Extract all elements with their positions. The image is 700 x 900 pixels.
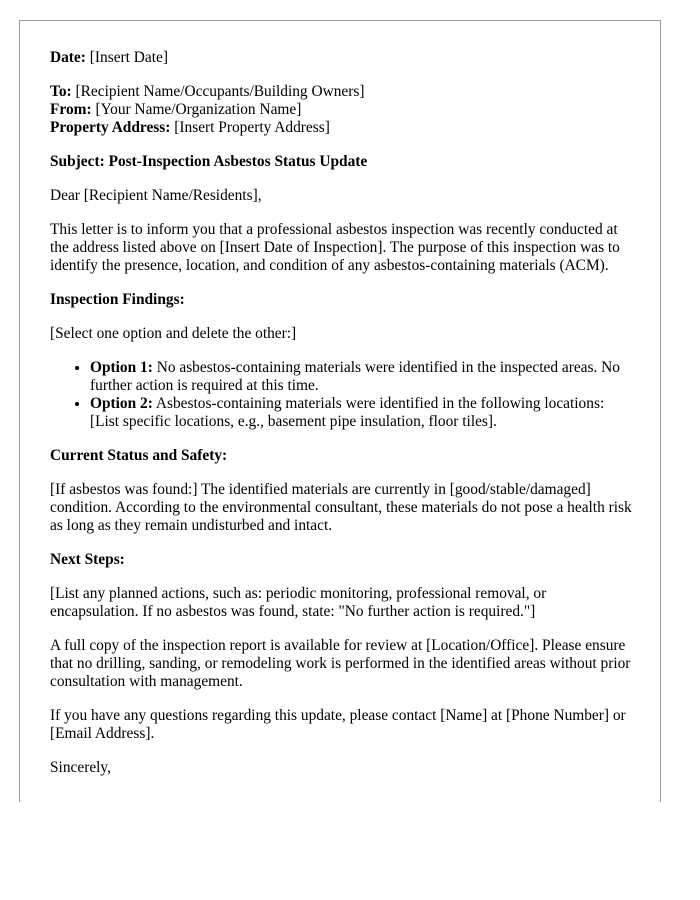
salutation: Dear [Recipient Name/Residents],: [50, 187, 262, 204]
date-label: Date:: [50, 49, 86, 66]
option-1-item: [90, 359, 635, 395]
status-title: Current Status and Safety:: [50, 447, 228, 464]
to-value: [Recipient Name/Occupants/Building Owners]: [71, 83, 365, 100]
findings-instruction: [Select one option and delete the other:]: [50, 325, 297, 342]
findings-options-list: [50, 359, 635, 431]
address-line: [50, 119, 635, 137]
option-2-text: Asbestos-containing materials were identified in the following locations: [List specific locations, e.g., basement pipe insulation, floor tiles].: [90, 395, 605, 430]
address-value: [Insert Property Address]: [170, 119, 330, 136]
report-paragraph: A full copy of the inspection report is available for review at [Location/Office]. Please ensure that no drilling, sanding, or remodeling work is performed in the identified areas without prior consultation with management.: [50, 637, 631, 690]
findings-title: Inspection Findings:: [50, 291, 185, 308]
to-label: To:: [50, 83, 72, 100]
from-line: [50, 101, 635, 119]
option-1-label: Option 1:: [90, 359, 153, 376]
option-2-label: Option 2:: [90, 395, 153, 412]
option-1-text: No asbestos-containing materials were identified in the inspected areas. No further action is required at this time.: [90, 359, 620, 394]
subject-line: Subject: Post-Inspection Asbestos Status Update: [50, 153, 368, 170]
next-steps-title: Next Steps:: [50, 551, 125, 568]
date-value: [Insert Date]: [85, 49, 168, 66]
next-steps-paragraph: [List any planned actions, such as: periodic monitoring, professional removal, or encapsulation. If no asbestos was found, state: "No further action is required."]: [50, 585, 547, 620]
intro-paragraph: This letter is to inform you that a professional asbestos inspection was recently conducted at the address listed above on [Insert Date of Inspection]. The purpose of this inspection was to identify the presence, location, and condition of any asbestos-containing materials (ACM).: [50, 221, 620, 274]
address-label: Property Address:: [50, 119, 171, 136]
option-2-item: [90, 395, 635, 431]
contact-paragraph: If you have any questions regarding this update, please contact [Name] at [Phone Number] or [Email Address].: [50, 707, 626, 742]
date-line: [50, 49, 635, 67]
letter-page: [19, 20, 661, 802]
from-value: [Your Name/Organization Name]: [91, 101, 302, 118]
from-label: From:: [50, 101, 92, 118]
address-block: [50, 83, 635, 137]
letter-body: [50, 49, 635, 793]
status-paragraph: [If asbestos was found:] The identified materials are currently in [good/stable/damaged] condition. According to the environmental consultant, these materials do not pose a health risk as long as they remain undisturbed and intact.: [50, 481, 632, 534]
to-line: [50, 83, 635, 101]
closing: Sincerely,: [50, 759, 111, 776]
